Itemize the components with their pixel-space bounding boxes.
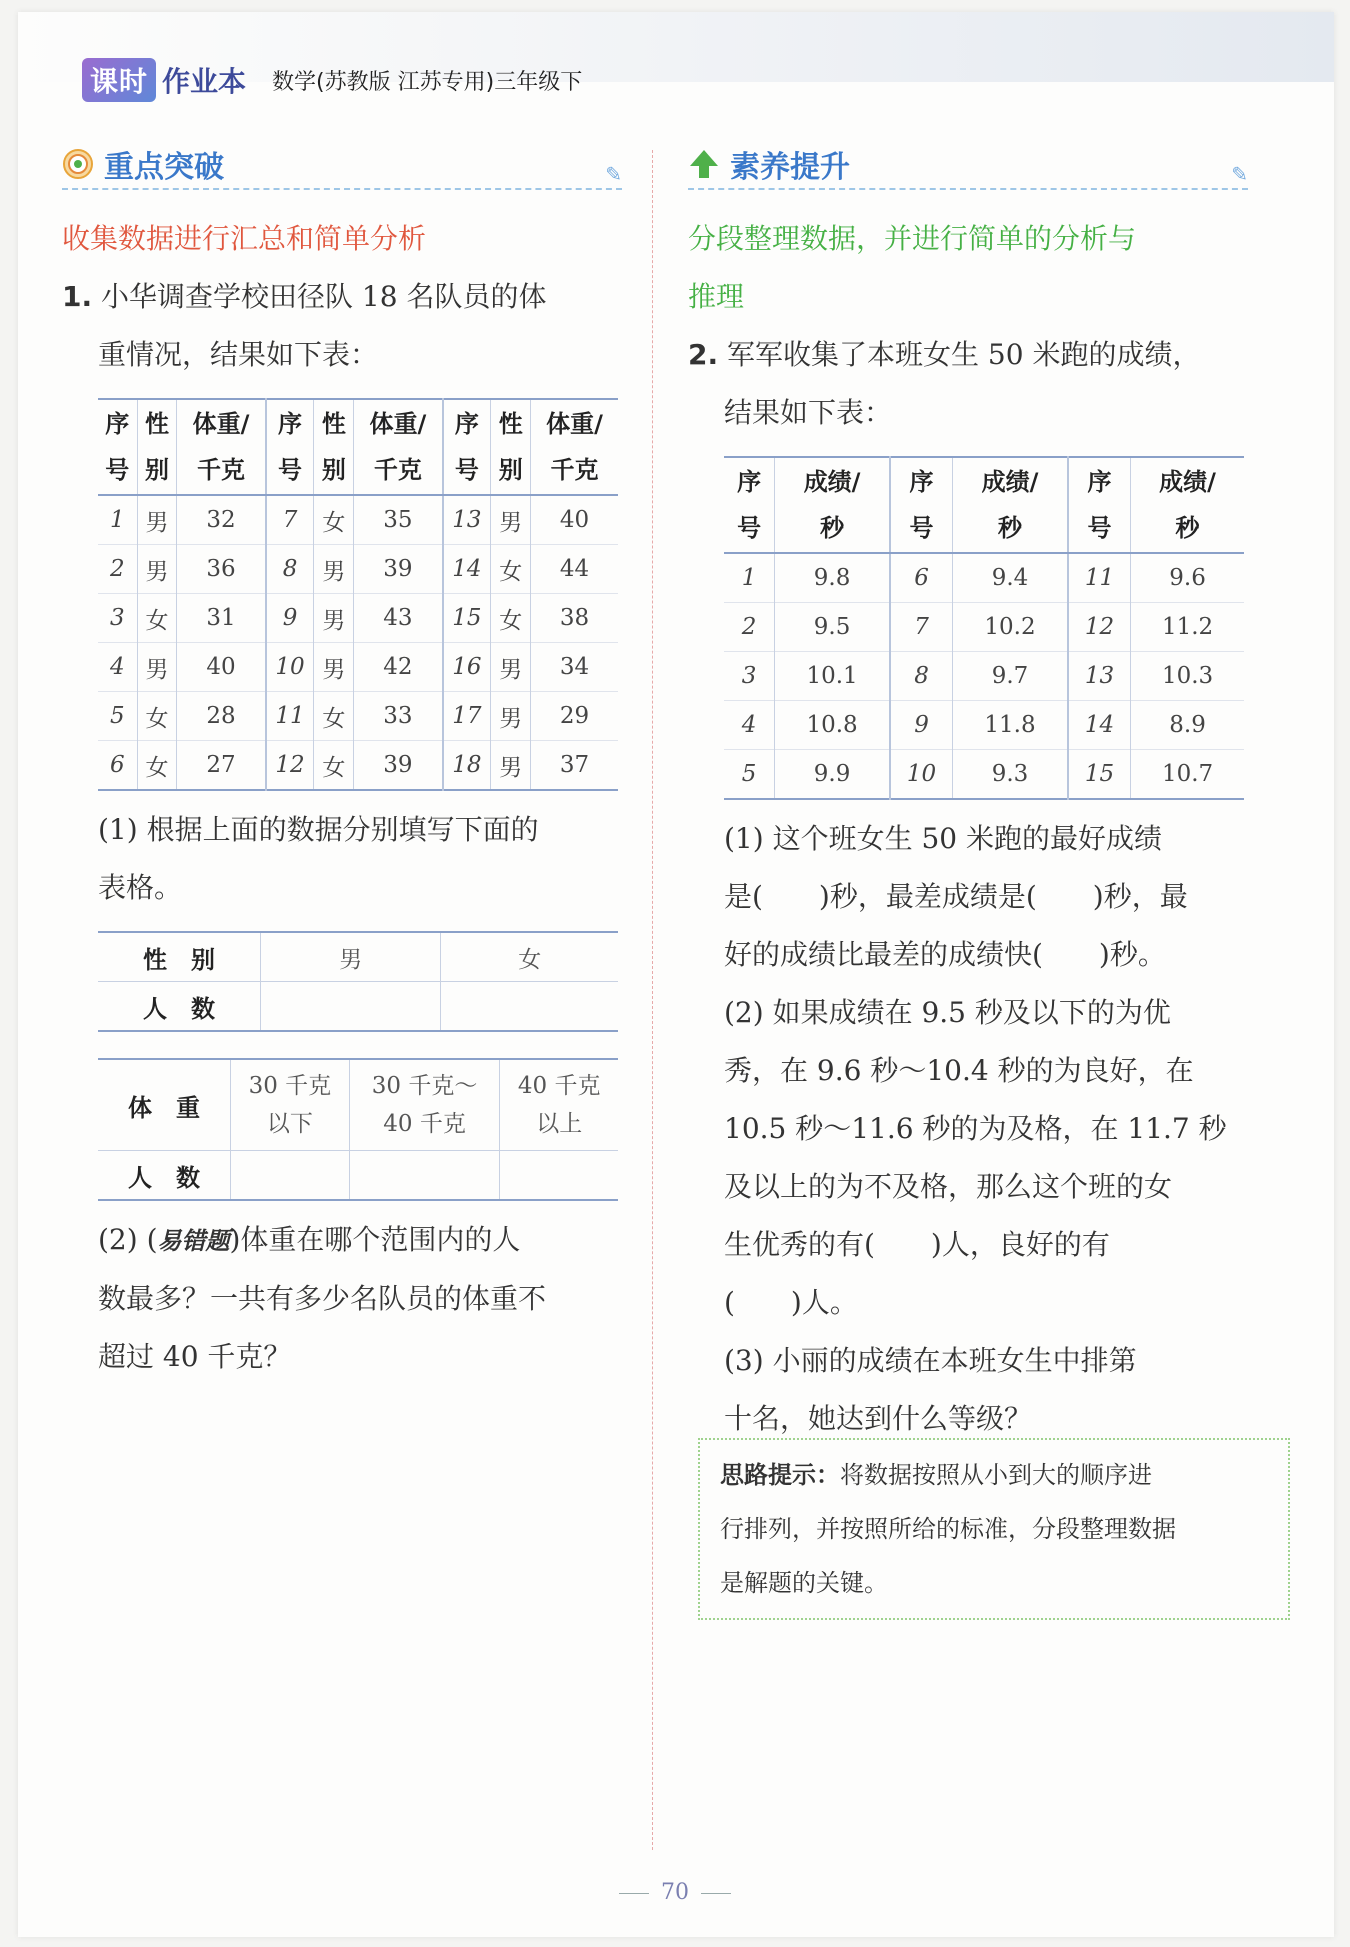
header (82, 58, 582, 102)
table-cell: 8.9 (1131, 701, 1244, 750)
header-weight: 体重/ 千克 (531, 399, 618, 495)
header-weight: 体重/ 千克 (354, 399, 443, 495)
table-cell: 9.9 (775, 750, 890, 800)
header-gender: 性 别 (314, 399, 354, 495)
table-row (98, 692, 618, 741)
table-cell: 18 (443, 741, 491, 791)
table-cell: 29 (531, 692, 618, 741)
table-cell: 6 (890, 553, 953, 603)
header-index: 序 号 (1068, 457, 1131, 553)
table-cell: 9 (890, 701, 953, 750)
hint-line-3: 是解题的关键。 (720, 1569, 888, 1597)
table-row (98, 545, 618, 594)
question-1-line-2: 重情况，结果如下表： (98, 338, 379, 371)
table-row (98, 741, 618, 791)
topic-subtitle-line-1: 分段整理数据，并进行简单的分析与 (688, 222, 1137, 255)
table-cell: 5 (98, 692, 137, 741)
part-2-line-4: 及以上的为不及格，那么这个班的女 (724, 1170, 1173, 1203)
table-cell: 10.8 (775, 701, 890, 750)
table-cell: 1 (98, 495, 137, 545)
table-cell: 13 (443, 495, 491, 545)
table-cell: 16 (443, 643, 491, 692)
table-cell: 女 (314, 495, 354, 545)
part-1-line-2: 是( )秒，最差成绩是( )秒，最 (724, 880, 1188, 913)
right-column (688, 140, 1248, 1448)
table-cell: 男 (137, 545, 177, 594)
count-blank[interactable] (500, 1151, 618, 1201)
left-column (62, 140, 622, 1386)
table-cell: 5 (724, 750, 775, 800)
table-cell: 2 (724, 603, 775, 652)
table-cell: 15 (443, 594, 491, 643)
table-cell: 6 (98, 741, 137, 791)
table-cell: 15 (1068, 750, 1131, 800)
pen-icon: ✎ (605, 162, 622, 186)
table-cell: 10 (266, 643, 314, 692)
table-header-row (98, 399, 618, 495)
section-header-key-points (62, 140, 622, 190)
table-cell: 3 (98, 594, 137, 643)
question-2-line-2: 结果如下表： (724, 396, 893, 429)
table-row (98, 982, 618, 1032)
table-row (98, 1151, 618, 1201)
table-row (98, 932, 618, 982)
table-row (98, 495, 618, 545)
table-cell: 12 (266, 741, 314, 791)
column-divider (652, 150, 653, 1850)
header-index: 序 号 (724, 457, 775, 553)
question-2-line-1 (688, 326, 1248, 384)
question-text: 小华调查学校田径队 18 名队员的体 (101, 280, 547, 313)
range-30-to-40: 30 千克～ 40 千克 (349, 1059, 500, 1151)
part-2-line-2: 秀，在 9.6 秒～10.4 秒的为良好，在 (724, 1054, 1194, 1087)
table-cell: 44 (531, 545, 618, 594)
question-number: 2. (688, 338, 719, 371)
logo-badge: 课时 (82, 58, 156, 102)
part-2-line-1: (2) 如果成绩在 9.5 秒及以下的为优 (724, 996, 1171, 1029)
page-number (0, 1880, 1350, 1905)
table-cell: 39 (354, 741, 443, 791)
table-cell: 8 (890, 652, 953, 701)
table-row (98, 643, 618, 692)
weight-label: 体 重 (98, 1059, 231, 1151)
table-row (98, 594, 618, 643)
table-cell: 男 (314, 594, 354, 643)
table-cell: 33 (354, 692, 443, 741)
header-index: 序 号 (443, 399, 491, 495)
table-row (724, 652, 1244, 701)
range-under-30: 30 千克 以下 (231, 1059, 350, 1151)
table-cell: 9 (266, 594, 314, 643)
running-data-table (724, 456, 1244, 800)
table-cell: 37 (531, 741, 618, 791)
header-time: 成绩/ 秒 (775, 457, 890, 553)
table-row (724, 750, 1244, 800)
table-row (98, 1059, 618, 1151)
header-gender: 性 别 (137, 399, 177, 495)
section-title: 重点突破 (104, 150, 224, 185)
table-cell: 11 (1068, 553, 1131, 603)
table-cell: 11.2 (1131, 603, 1244, 652)
part-1-line-3: 好的成绩比最差的成绩快( )秒。 (724, 938, 1166, 971)
question-text: 军军收集了本班女生 50 米跑的成绩， (727, 338, 1201, 371)
female-header: 女 (441, 932, 618, 982)
table-cell: 17 (443, 692, 491, 741)
part-2-line-1 (62, 1211, 622, 1270)
table-cell: 39 (354, 545, 443, 594)
table-cell: 2 (98, 545, 137, 594)
logo-text: 作业本 (162, 65, 247, 98)
table-cell: 男 (314, 545, 354, 594)
table-cell: 女 (314, 692, 354, 741)
part-1-line-2: 表格。 (98, 871, 183, 904)
table-cell: 35 (354, 495, 443, 545)
table-cell: 4 (98, 643, 137, 692)
error-prone-tag: 易错题 (157, 1227, 230, 1255)
part-2-line-3: 10.5 秒～11.6 秒的为及格，在 11.7 秒 (724, 1112, 1227, 1145)
table-cell: 14 (443, 545, 491, 594)
topic-subtitle-line-2: 推理 (688, 280, 745, 313)
hint-line-1: 将数据按照从小到大的顺序进 (840, 1461, 1152, 1489)
table-cell: 男 (137, 495, 177, 545)
part-2-line-2: 数最多？一共有多少名队员的体重不 (98, 1282, 547, 1315)
table-row (724, 701, 1244, 750)
table-cell: 14 (1068, 701, 1131, 750)
table-cell: 9.3 (953, 750, 1068, 800)
table-cell: 31 (177, 594, 266, 643)
part-2-line-5: 生优秀的有( )人，良好的有 (724, 1228, 1110, 1261)
male-header: 男 (261, 932, 441, 982)
table-cell: 32 (177, 495, 266, 545)
count-label: 人 数 (98, 1151, 231, 1201)
part-3-line-2: 十名，她达到什么等级？ (724, 1402, 1033, 1435)
table-cell: 9.6 (1131, 553, 1244, 603)
table-cell: 10.7 (1131, 750, 1244, 800)
count-blank[interactable] (231, 1151, 350, 1201)
table-cell: 27 (177, 741, 266, 791)
table-cell: 女 (137, 741, 177, 791)
table-cell: 43 (354, 594, 443, 643)
table-cell: 男 (491, 692, 531, 741)
table-cell: 34 (531, 643, 618, 692)
table-cell: 7 (266, 495, 314, 545)
header-gender: 性 别 (491, 399, 531, 495)
table-cell: 女 (137, 692, 177, 741)
table-cell: 9.5 (775, 603, 890, 652)
table-cell: 女 (314, 741, 354, 791)
table-cell: 28 (177, 692, 266, 741)
header-weight: 体重/ 千克 (177, 399, 266, 495)
logo (82, 58, 246, 102)
table-cell: 12 (1068, 603, 1131, 652)
table-cell: 3 (724, 652, 775, 701)
header-index: 序 号 (266, 399, 314, 495)
gender-count-table (98, 931, 618, 1032)
book-subtitle: 数学(苏教版 江苏专用)三年级下 (272, 69, 583, 95)
table-cell: 40 (177, 643, 266, 692)
female-count-blank[interactable] (441, 982, 618, 1032)
page-number-rule (701, 1893, 731, 1894)
table-cell: 男 (491, 643, 531, 692)
range-over-40: 40 千克 以上 (500, 1059, 618, 1151)
table-cell: 4 (724, 701, 775, 750)
part-2-line-6: ( )人。 (724, 1286, 858, 1319)
table-cell: 13 (1068, 652, 1131, 701)
topic-subtitle: 收集数据进行汇总和简单分析 (62, 222, 427, 255)
weight-range-table (98, 1058, 618, 1201)
count-label: 人 数 (98, 982, 261, 1032)
hint-label: 思路提示： (720, 1461, 840, 1489)
header-index: 序 号 (98, 399, 137, 495)
part-2-line-3: 超过 40 千克？ (98, 1340, 292, 1373)
table-cell: 男 (314, 643, 354, 692)
table-cell: 9.4 (953, 553, 1068, 603)
table-cell: 女 (491, 594, 531, 643)
table-cell: 42 (354, 643, 443, 692)
table-cell: 40 (531, 495, 618, 545)
section-title: 素养提升 (730, 150, 850, 185)
page-number-text: 70 (661, 1880, 689, 1905)
part-1-line-1: (1) 这个班女生 50 米跑的最好成绩 (724, 822, 1162, 855)
table-row (724, 603, 1244, 652)
question-number: 1. (62, 280, 93, 313)
part-2-text: )体重在哪个范围内的人 (229, 1223, 521, 1256)
table-cell: 10.2 (953, 603, 1068, 652)
header-time: 成绩/ 秒 (1131, 457, 1244, 553)
table-cell: 8 (266, 545, 314, 594)
table-cell: 38 (531, 594, 618, 643)
up-arrow-icon (688, 148, 720, 180)
table-cell: 36 (177, 545, 266, 594)
part-1-line-1: (1) 根据上面的数据分别填写下面的 (98, 813, 539, 846)
header-index: 序 号 (890, 457, 953, 553)
table-cell: 11 (266, 692, 314, 741)
part-3-line-1: (3) 小丽的成绩在本班女生中排第 (724, 1344, 1137, 1377)
table-header-row (724, 457, 1244, 553)
hint-box (698, 1438, 1290, 1620)
target-icon (62, 148, 94, 180)
table-row (724, 553, 1244, 603)
table-cell: 10 (890, 750, 953, 800)
pen-icon: ✎ (1231, 162, 1248, 186)
table-cell: 女 (137, 594, 177, 643)
table-cell: 1 (724, 553, 775, 603)
table-cell: 男 (491, 495, 531, 545)
hint-line-2: 行排列，并按照所给的标准，分段整理数据 (720, 1515, 1176, 1543)
table-cell: 女 (491, 545, 531, 594)
part-2-prefix: (2) ( (98, 1223, 158, 1256)
question-1-line-1 (62, 268, 622, 326)
page-number-rule (619, 1893, 649, 1894)
weight-data-table (98, 398, 618, 791)
table-cell: 男 (491, 741, 531, 791)
table-cell: 11.8 (953, 701, 1068, 750)
section-header-improvement (688, 140, 1248, 190)
table-cell: 9.7 (953, 652, 1068, 701)
male-count-blank[interactable] (261, 982, 441, 1032)
table-cell: 10.1 (775, 652, 890, 701)
header-time: 成绩/ 秒 (953, 457, 1068, 553)
table-cell: 9.8 (775, 553, 890, 603)
gender-label: 性 别 (98, 932, 261, 982)
table-cell: 10.3 (1131, 652, 1244, 701)
table-cell: 男 (137, 643, 177, 692)
table-cell: 7 (890, 603, 953, 652)
count-blank[interactable] (349, 1151, 500, 1201)
